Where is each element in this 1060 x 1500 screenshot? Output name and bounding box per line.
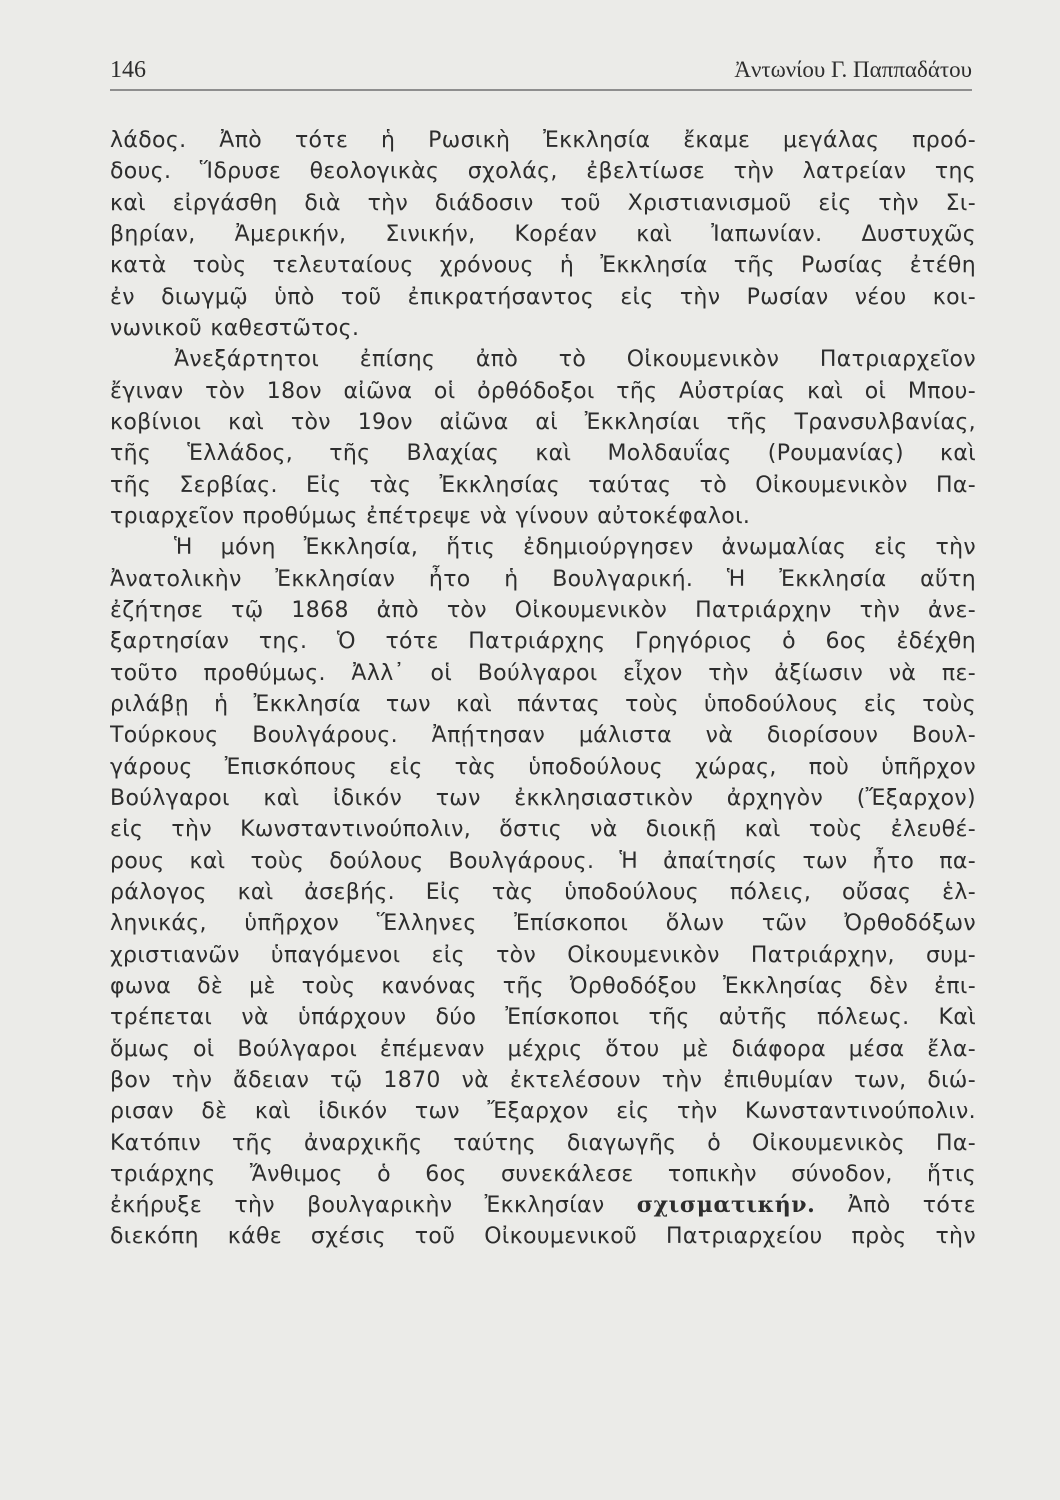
text-line: Βούλγαροι καὶ ἰδικόν των ἐκκλησιαστικὸν ἀρχηγὸν (Ἔξαρχον) xyxy=(110,785,976,811)
text-line: ρους καὶ τοὺς δούλους Βουλγάρους. Ἡ ἀπαίτησίς των ἦτο πα- xyxy=(110,848,976,874)
text-line: Κατόπιν τῆς ἀναρχικῆς ταύτης διαγωγῆς ὁ Οἰκουμενικὸς Πα- xyxy=(110,1130,976,1156)
body-text xyxy=(110,125,976,1253)
text-line: τοῦτο προθύμως. Ἀλλ᾿ οἱ Βούλγαροι εἶχον τὴν ἀξίωσιν νὰ πε- xyxy=(110,660,976,686)
paragraph-first-line: Ἀνεξάρτητοι ἐπίσης ἀπὸ τὸ Οἰκουμενικὸν Πατριαρχεῖον xyxy=(174,347,976,373)
text-line: τῆς Ἑλλάδος, τῆς Βλαχίας καὶ Μολδαυΐας (Ρουμανίας) καὶ xyxy=(110,441,976,467)
text-line: ἐν διωγμῷ ὑπὸ τοῦ ἐπικρατήσαντος εἰς τὴν Ρωσίαν νέου κοι- xyxy=(110,284,976,310)
header-rule xyxy=(110,89,972,91)
text-line: κοβίνιοι καὶ τὸν 19ον αἰῶνα αἱ Ἐκκλησίαι τῆς Τρανσυλβανίας, xyxy=(110,409,976,435)
text-line: ξαρτησίαν της. Ὁ τότε Πατριάρχης Γρηγόριος ὁ 6ος ἐδέχθη xyxy=(110,629,976,655)
text-line: Τούρκους Βουλγάρους. Ἀπῄτησαν μάλιστα νὰ διορίσουν Βουλ- xyxy=(110,723,976,749)
text-line: κατὰ τοὺς τελευταίους χρόνους ἡ Ἐκκλησία τῆς Ρωσίας ἐτέθη xyxy=(110,253,976,279)
text-line: λάδος. Ἀπὸ τότε ἡ Ρωσικὴ Ἐκκλησία ἔκαμε μεγάλας προό- xyxy=(110,128,976,153)
text-line: χριστιανῶν ὑπαγόμενοι εἰς τὸν Οἰκουμενικὸν Πατριάρχην, συμ- xyxy=(110,942,976,968)
text-line: ἐζήτησε τῷ 1868 ἀπὸ τὸν Οἰκουμενικὸν Πατριάρχην τὴν ἀνε- xyxy=(110,597,976,623)
text-line: διεκόπη κάθε σχέσις τοῦ Οἰκουμενικοῦ Πατριαρχείου πρὸς τὴν xyxy=(110,1224,976,1250)
text-line: νωνικοῦ καθεστῶτος. xyxy=(110,315,360,341)
text-line: Ἀνατολικὴν Ἐκκλησίαν ἦτο ἡ Βουλγαρική. Ἡ Ἐκκλησία αὕτη xyxy=(110,566,976,592)
text-line: δους. Ἵδρυσε θεολογικὰς σχολάς, ἐβελτίωσε τὴν λατρείαν της xyxy=(110,159,976,185)
text-line: βον τὴν ἄδειαν τῷ 1870 νὰ ἐκτελέσουν τὴν ἐπιθυμίαν των, διώ- xyxy=(110,1067,976,1093)
text-line: τῆς Σερβίας. Εἰς τὰς Ἐκκλησίας ταύτας τὸ Οἰκουμενικὸν Πα- xyxy=(110,472,976,498)
text-line: ἔγιναν τὸν 18ον αἰῶνα οἱ ὀρθόδοξοι τῆς Αὐστρίας καὶ οἱ Μπου- xyxy=(110,378,976,404)
text-line: καὶ εἰργάσθη διὰ τὴν διάδοσιν τοῦ Χριστιανισμοῦ εἰς τὴν Σι- xyxy=(110,190,976,216)
emphasized-word: σχισματικήν. xyxy=(636,1192,816,1219)
text-line: ριλάβῃ ἡ Ἐκκλησία των καὶ πάντας τοὺς ὑποδούλους εἰς τοὺς xyxy=(110,691,976,717)
text-line: τριάρχης Ἄνθιμος ὁ 6ος συνεκάλεσε τοπικὴν σύνοδον, ἥτις xyxy=(110,1161,976,1187)
text-line: ράλογος καὶ ἀσεβής. Εἰς τὰς ὑποδούλους πόλεις, οὔσας ἑλ- xyxy=(110,879,976,905)
text-line: βηρίαν, Ἀμερικήν, Σινικήν, Κορέαν καὶ Ἰαπωνίαν. Δυστυχῶς xyxy=(110,221,976,247)
text-line: ὅμως οἱ Βούλγαροι ἐπέμεναν μέχρις ὅτου μὲ διάφορα μέσα ἔλα- xyxy=(110,1036,976,1062)
line-suffix: Ἀπὸ τότε xyxy=(847,1193,976,1219)
text-line-with-emphasis xyxy=(110,1190,976,1221)
text-line: τριαρχεῖον προθύμως ἐπέτρεψε νὰ γίνουν αὐτοκέφαλοι. xyxy=(110,503,751,529)
running-head: Ἀντωνίου Γ. Παππαδάτου xyxy=(734,57,972,82)
text-line: εἰς τὴν Κωνσταντινούπολιν, ὅστις νὰ διοικῇ καὶ τοὺς ἐλευθέ- xyxy=(110,817,976,843)
paragraph-first-line: Ἡ μόνη Ἐκκλησία, ἥτις ἐδημιούργησεν ἀνωμαλίας εἰς τὴν xyxy=(174,535,976,561)
text-line: γάρους Ἐπισκόπους εἰς τὰς ὑποδούλους χώρας, ποὺ ὑπῆρχον xyxy=(110,754,976,780)
page-number: 146 xyxy=(110,57,146,83)
line-prefix: ἐκήρυξε τὴν βουλγαρικὴν Ἐκκλησίαν xyxy=(110,1193,605,1219)
text-line: ληνικάς, ὑπῆρχον Ἕλληνες Ἐπίσκοποι ὅλων τῶν Ὀρθοδόξων xyxy=(110,911,976,937)
page-header xyxy=(110,50,972,86)
text-line: φωνα δὲ μὲ τοὺς κανόνας τῆς Ὀρθοδόξου Ἐκκλησίας δὲν ἐπι- xyxy=(110,973,976,999)
text-line: ρισαν δὲ καὶ ἰδικόν των Ἔξαρχον εἰς τὴν Κωνσταντινούπολιν. xyxy=(110,1099,976,1125)
text-line: τρέπεται νὰ ὑπάρχουν δύο Ἐπίσκοποι τῆς αὐτῆς πόλεως. Καὶ xyxy=(110,1005,976,1031)
